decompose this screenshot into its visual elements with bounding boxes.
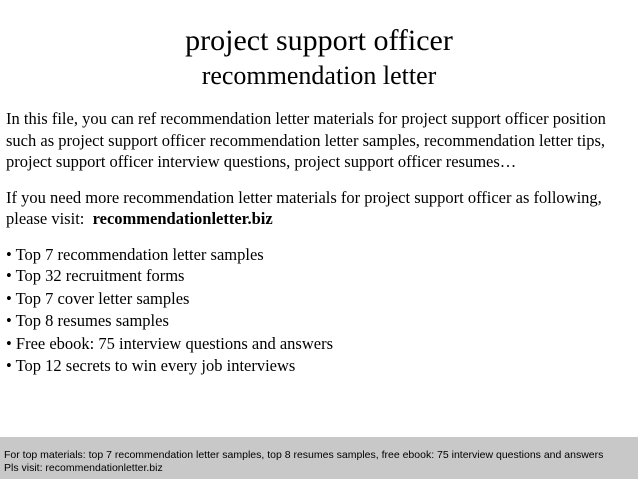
paragraph-spacer [6,230,632,244]
more-info-text: If you need more recommendation letter materials for project support officer as following, please visit: [6,187,602,228]
page-title [0,24,638,92]
site-link[interactable]: recommendationletter.biz [92,209,273,228]
title-line-1: project support officer [185,24,453,57]
body-text [6,108,632,377]
intro-paragraph: In this file, you can ref recommendation letter materials for project support officer position such as project support officer recommendation letter samples, recommendation letter tips, project support officer interview questions, project support officer resumes… [6,109,606,171]
list-item: • Top 8 resumes samples [6,311,169,330]
footer-banner [0,437,638,479]
list-item: • Top 7 recommendation letter samples [6,244,264,264]
title-line-2: recommendation letter [201,61,437,90]
list-item: • Top 32 recruitment forms [6,266,185,285]
footer-line-1: For top materials: top 7 recommendation letter samples, top 8 resumes samples, free ebook: 75 interview questions and answers [4,449,604,461]
materials-list [6,244,632,377]
footer-line-2: Pls visit: recommendationletter.biz [4,462,163,474]
paragraph-spacer [6,173,632,187]
list-item: • Top 7 cover letter samples [6,288,190,308]
list-item: • Top 12 secrets to win every job interviews [6,356,296,375]
list-item: • Free ebook: 75 interview questions and answers [6,333,333,353]
more-info-paragraph [6,187,632,230]
